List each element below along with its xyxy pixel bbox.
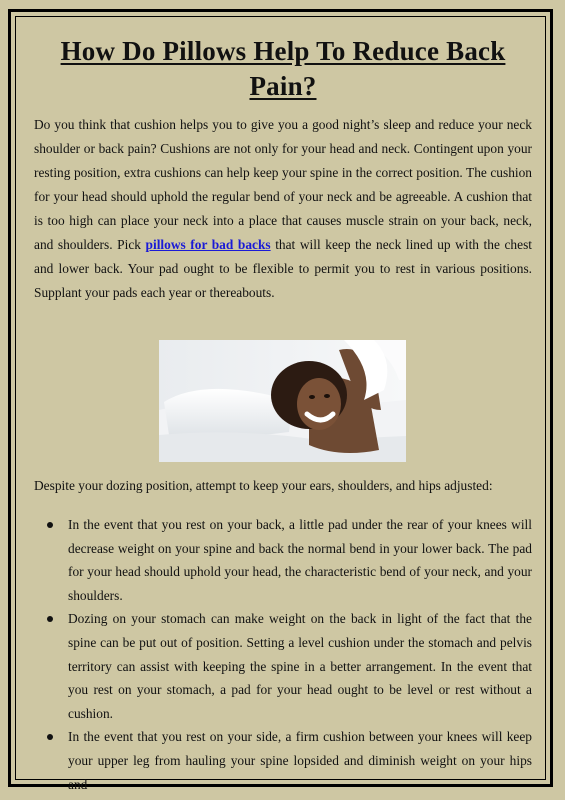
bullet-icon	[47, 616, 53, 622]
document-body	[34, 34, 532, 796]
list-item-text: In the event that you rest on your back, a little pad under the rear of your knees will decrease weight on your spine and back the normal bend in your lower back. The pad for your head should uphold your head, the characteristic bend of your neck, and your shoulders.	[68, 517, 532, 603]
list-item	[34, 725, 532, 796]
bullet-icon	[47, 734, 53, 740]
pillows-for-bad-backs-link[interactable]: pillows for bad backs	[145, 237, 271, 252]
tips-list	[34, 513, 532, 796]
intro-paragraph	[34, 113, 532, 305]
intro-text-before-link: Do you think that cushion helps you to give you a good night’s sleep and reduce your neck shoulder or back pain? Cushions are not only for your head and neck. Contingent upon your resting position, extra cushions can help keep your spine in the correct position. The cushion for your head should uphold the regular bend of your neck and be agreeable. A cushion that is too high can place your neck into a place that causes muscle strain on your back, neck, and shoulders. Pick	[34, 117, 532, 252]
list-item-text: In the event that you rest on your side, a firm cushion between your knees will keep your upper leg from hauling your spine lopsided and diminish weight on your hips and	[68, 729, 532, 792]
list-item-text: Dozing on your stomach can make weight on the back in light of the fact that the spine can be put out of position. Setting a level cushion under the stomach and pelvis territory can assist with keeping the spine in a better arrangement. In the event that you rest on your stomach, a pad for your head ought to be level or rest without a cushion.	[68, 611, 532, 721]
list-item	[34, 607, 532, 725]
bullet-icon	[47, 522, 53, 528]
lead-line: Despite your dozing position, attempt to keep your ears, shoulders, and hips adjusted:	[34, 478, 493, 493]
intro-text-after-link: that will keep the neck lined up with the chest and lower back. Your pad ought to be flexible to permit you to rest in various positions. Supplant your pads each year or thereabouts.	[34, 237, 532, 300]
list-item	[34, 513, 532, 607]
page-title: How Do Pillows Help To Reduce Back Pain?	[60, 36, 506, 101]
woman-on-pillow-photo	[159, 340, 406, 462]
photo-illustration	[159, 340, 406, 462]
